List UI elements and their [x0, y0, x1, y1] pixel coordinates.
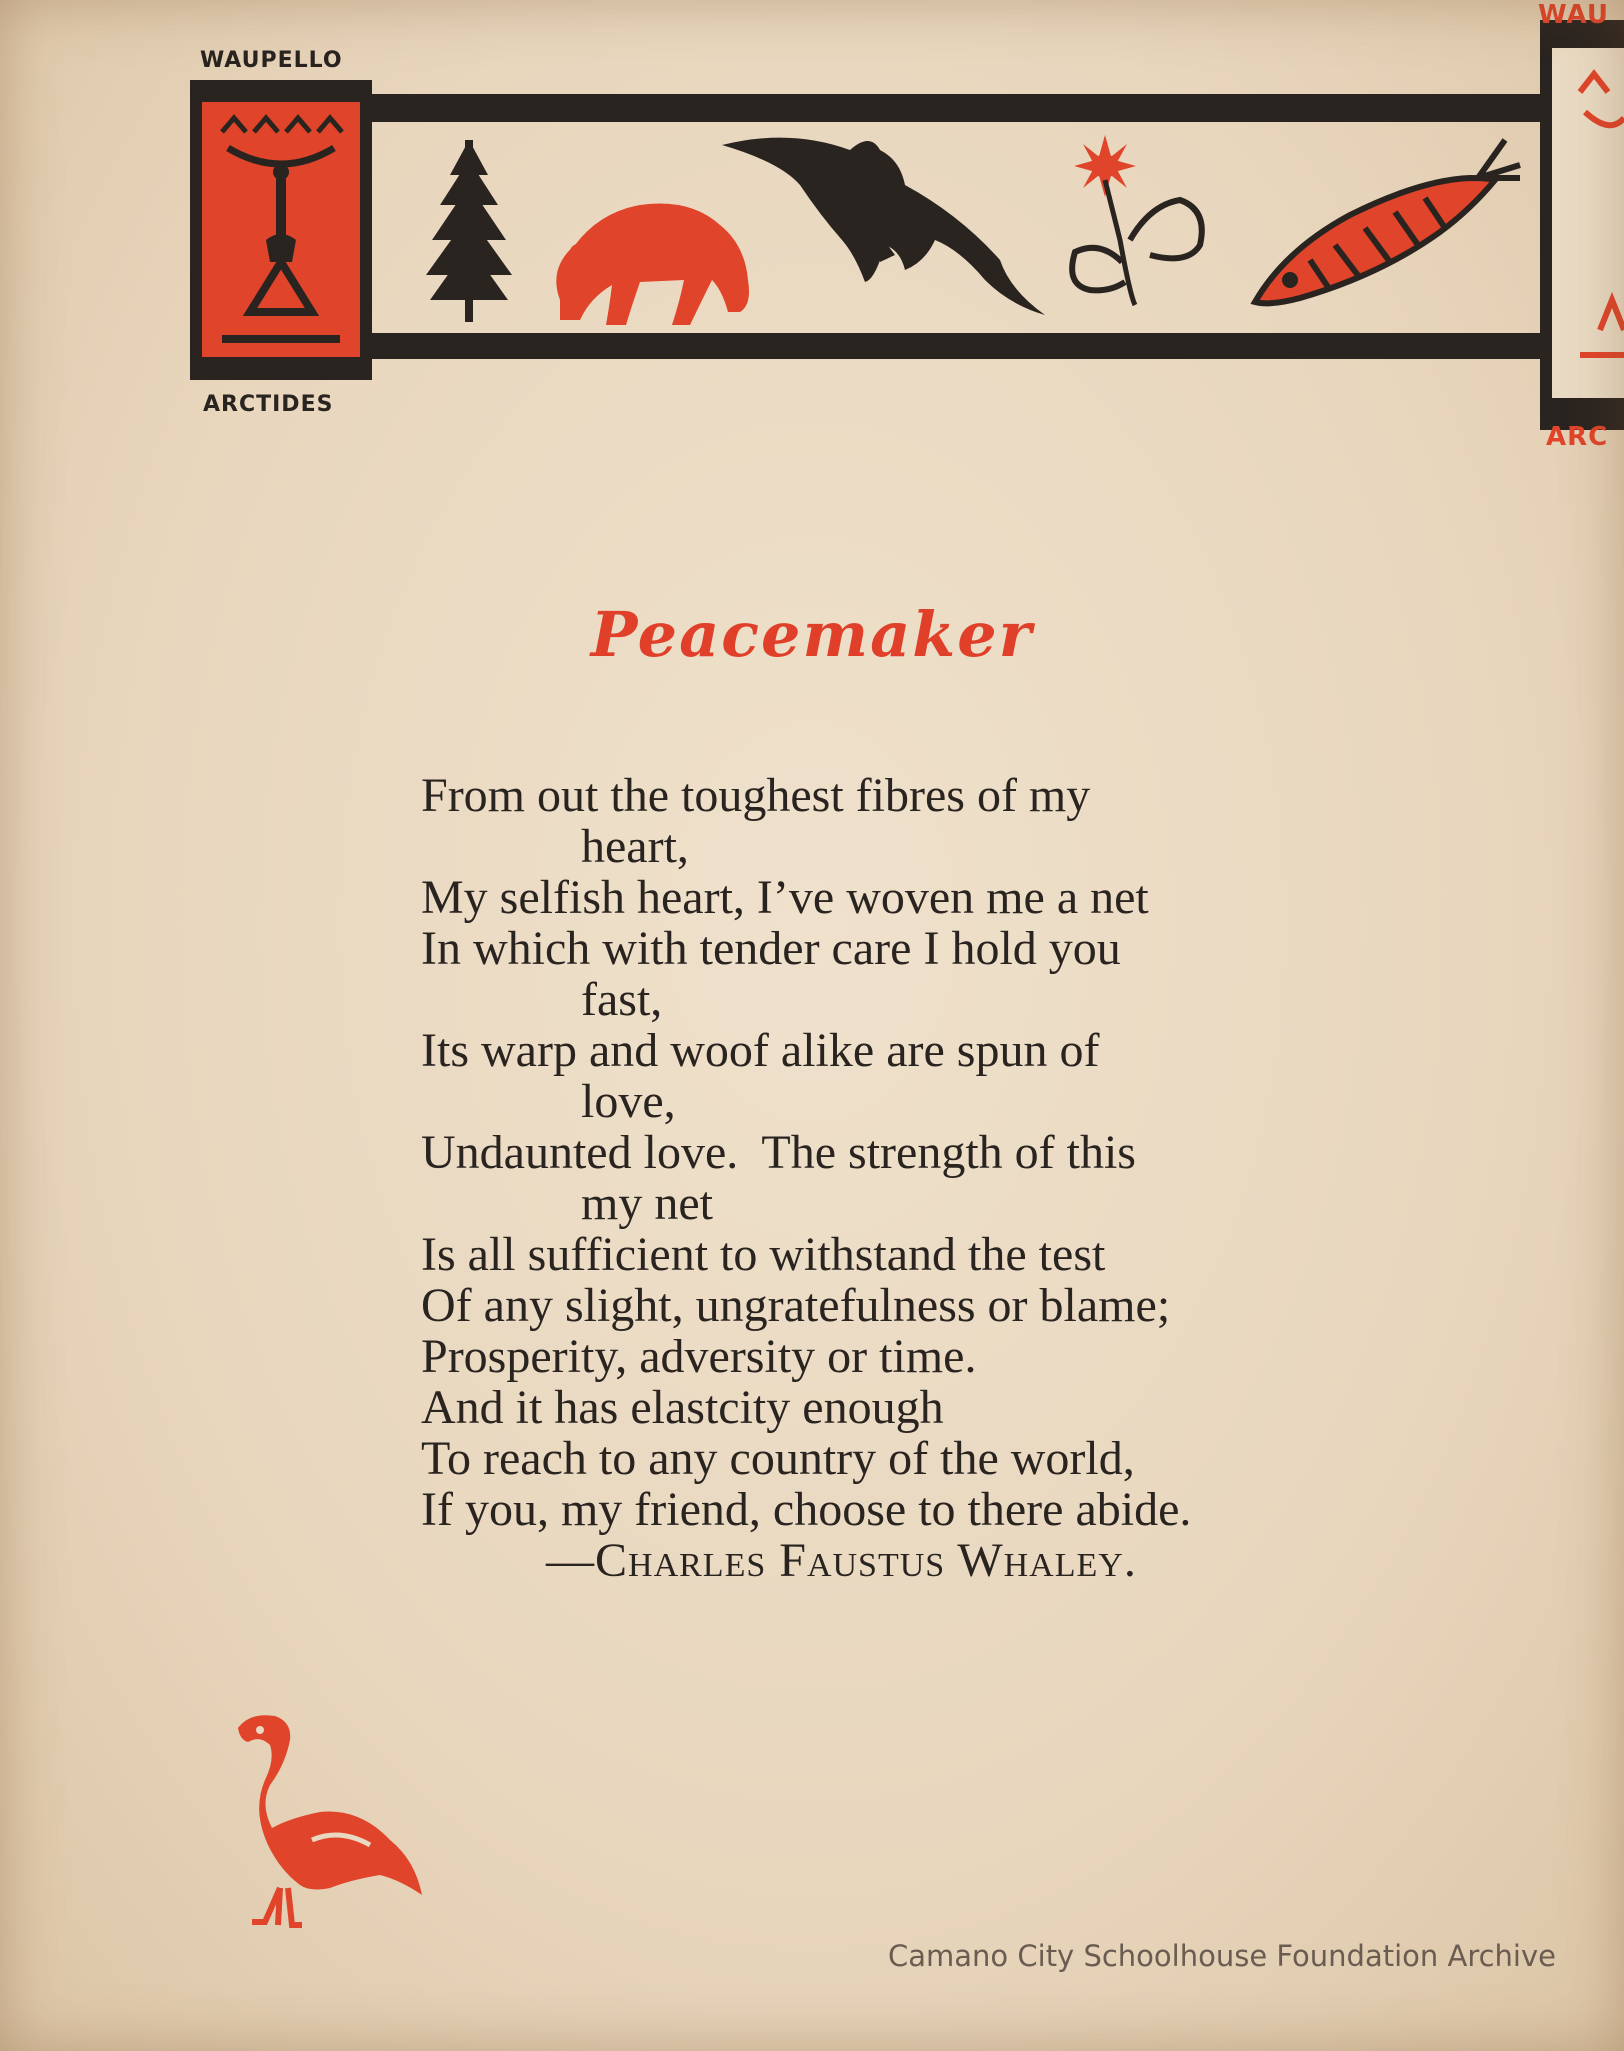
- poem-line: My selfish heart, I’ve woven me a net: [421, 871, 1149, 924]
- bat-icon: [722, 138, 1045, 315]
- box-label-top: WAUPELLO: [200, 48, 343, 73]
- poem-line: In which with tender care I hold you: [421, 922, 1121, 975]
- archive-credit: Camano City Schoolhouse Foundation Archive: [888, 1939, 1556, 1973]
- poem-line: Undaunted love. The strength of this: [421, 1126, 1136, 1179]
- bear-icon: [556, 204, 749, 325]
- poem-author: —Charles Faustus Whaley.: [546, 1534, 1137, 1587]
- poem-line: Prosperity, adversity or time.: [421, 1330, 977, 1383]
- box-label-bottom: ARCTIDES: [203, 392, 334, 417]
- poem-line: To reach to any country of the world,: [421, 1432, 1135, 1485]
- poem-body: [421, 770, 1321, 1586]
- fish-icon: [1255, 140, 1520, 303]
- poem-line: If you, my friend, choose to there abide.: [421, 1483, 1192, 1536]
- poem-line: my net: [581, 1177, 713, 1230]
- poem-line: love,: [581, 1075, 676, 1128]
- poem-line: Of any slight, ungratefulness or blame;: [421, 1279, 1171, 1332]
- poem-title: Peacemaker: [590, 598, 1034, 671]
- banner-bottom-rail: [190, 333, 1540, 359]
- box-label-bottom-right: ARC: [1546, 422, 1609, 452]
- poem-line: From out the toughest fibres of my: [421, 769, 1091, 822]
- poem-line: heart,: [581, 820, 689, 873]
- banner-top-rail: [190, 94, 1540, 122]
- thunderbird-icon: [230, 1710, 430, 1940]
- poem-line: fast,: [581, 973, 663, 1026]
- partial-totem-icon: [1540, 20, 1624, 430]
- pine-tree-icon: [426, 140, 512, 322]
- poem-line: Is all sufficient to withstand the test: [421, 1228, 1106, 1281]
- poem-line: And it has elastcity enough: [421, 1381, 944, 1434]
- totem-icon: [190, 80, 372, 380]
- flower-icon: [1072, 135, 1202, 305]
- box-label-top-right: WAU: [1538, 0, 1609, 30]
- poem-line: Its warp and woof alike are spun of: [421, 1024, 1100, 1077]
